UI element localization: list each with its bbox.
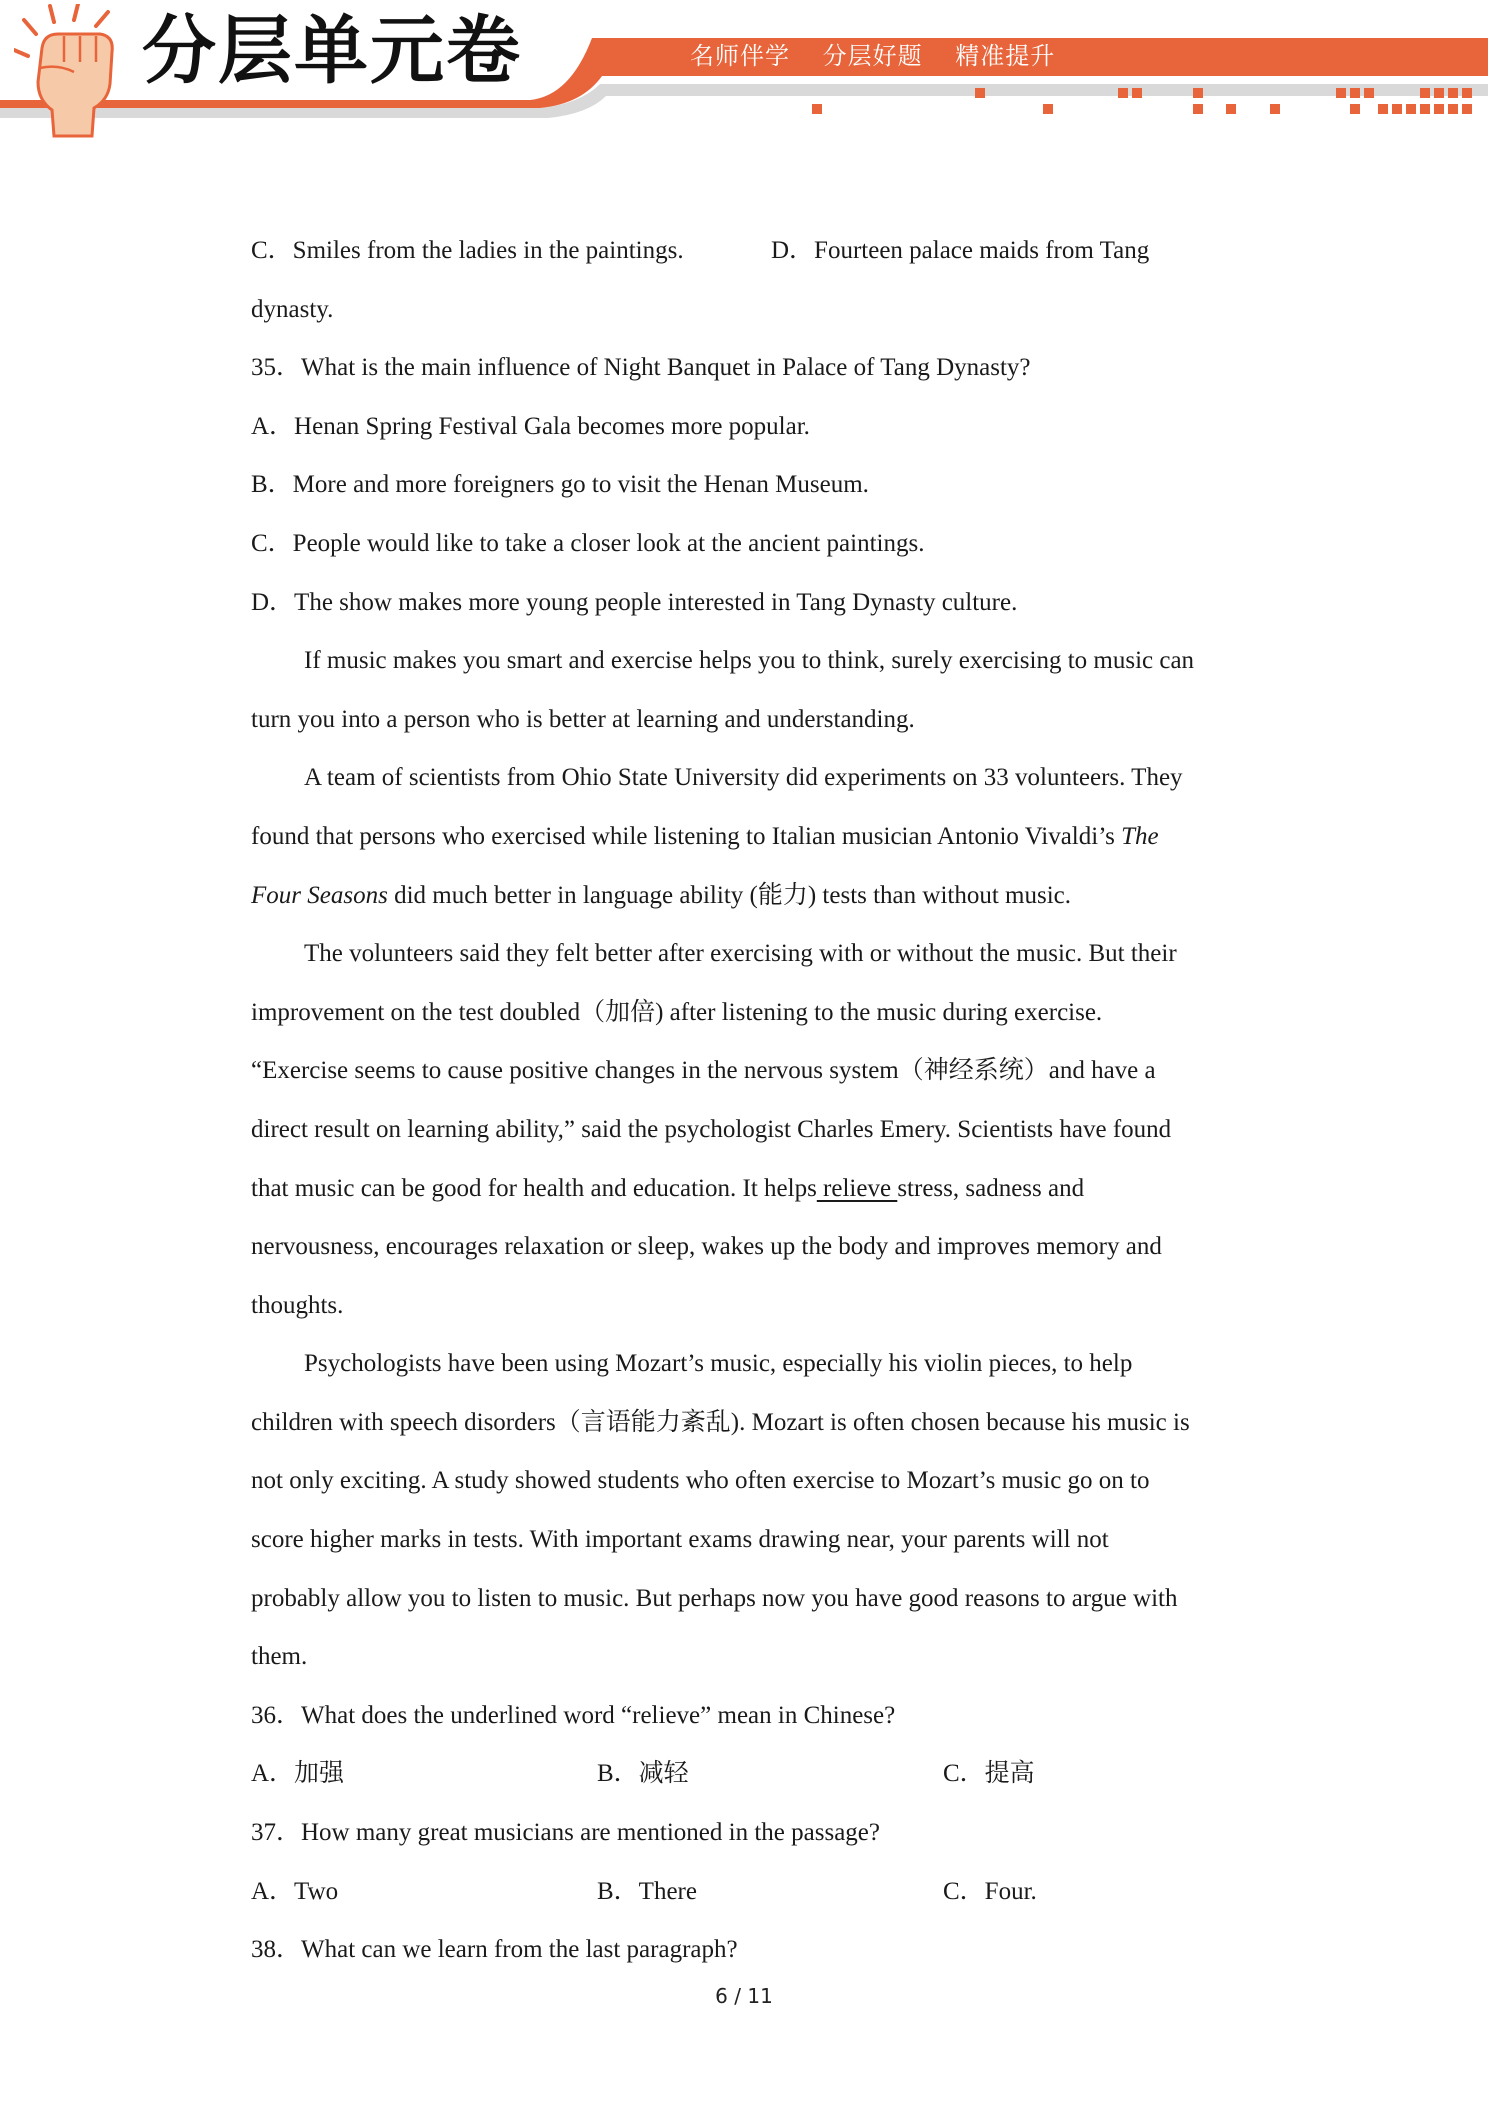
option-b: B．减轻 — [597, 1760, 689, 1788]
option-c: C．Four. — [943, 1877, 1037, 1905]
paragraph-1: turn you into a person who is better at learning and understanding. — [251, 705, 915, 733]
italic-title: Four Seasons — [251, 881, 388, 909]
option-d: D．The show makes more young people interested in Tang Dynasty culture. — [251, 588, 1018, 616]
paragraph-3: improvement on the test doubled（加倍) after listening to the music during exercise. — [251, 998, 1103, 1026]
paragraph-4: score higher marks in tests. With important exams drawing near, your parents will not — [251, 1526, 1109, 1554]
option-a: A．Henan Spring Festival Gala becomes more popular. — [251, 412, 810, 440]
header-banner — [0, 0, 1488, 140]
document-body — [251, 222, 1251, 1980]
text-span: that music can be good for health and education. It helps — [251, 1174, 817, 1202]
paragraph-3: thoughts. — [251, 1291, 344, 1319]
question-35: 35．What is the main influence of Night Banquet in Palace of Tang Dynasty? — [251, 354, 1031, 382]
option-b: B．More and more foreigners go to visit the Henan Museum. — [251, 471, 869, 499]
option-c: C．Smiles from the ladies in the paintings. — [251, 237, 684, 264]
page-number: 6 / 11 — [715, 1984, 773, 2008]
option-a: A．加强 — [251, 1760, 345, 1788]
paragraph-2 — [251, 808, 1251, 867]
paragraph-3: direct result on learning ability,” said the psychologist Charles Emery. Scientists have found — [251, 1115, 1172, 1143]
q34-options-cd — [251, 222, 1251, 281]
brand-title: 分层单元卷 — [142, 8, 522, 94]
paragraph-3: “Exercise seems to cause positive changes in the nervous system（神经系统）and have a — [251, 1057, 1156, 1085]
paragraph-1: If music makes you smart and exercise helps you to think, surely exercising to music can — [304, 647, 1195, 675]
paragraph-4: probably allow you to listen to music. But perhaps now you have good reasons to argue with — [251, 1584, 1178, 1612]
slogan-item: 名师伴学 — [690, 42, 790, 70]
paragraph-4: not only exciting. A study showed students who often exercise to Mozart’s music go on to — [251, 1467, 1150, 1495]
question-37: 37．How many great musicians are mentioned in the passage? — [251, 1819, 880, 1847]
option-c: C．People would like to take a closer look at the ancient paintings. — [251, 529, 925, 557]
text-span: found that persons who exercised while listening to Italian musician Antonio Vivaldi’s — [251, 822, 1122, 850]
italic-title: The — [1121, 822, 1159, 850]
option-b: B．There — [597, 1877, 697, 1905]
option-d: D．Fourteen palace maids from Tang — [771, 237, 1150, 264]
paragraph-3: The volunteers said they felt better after exercising with or without the music. But their — [304, 940, 1177, 968]
slogan-item: 分层好题 — [822, 42, 923, 70]
option-a: A．Two — [251, 1877, 339, 1905]
paragraph-4: them. — [251, 1643, 308, 1671]
paragraph-4: Psychologists have been using Mozart’s music, especially his violin pieces, to help — [304, 1350, 1133, 1378]
q36-options — [251, 1745, 1251, 1804]
header-slogan — [690, 36, 1079, 71]
paragraph-2 — [251, 867, 1251, 926]
question-36: 36．What does the underlined word “relieve” mean in Chinese? — [251, 1701, 896, 1729]
paragraph-2: A team of scientists from Ohio State University did experiments on 33 volunteers. They — [304, 764, 1183, 792]
q37-options — [251, 1863, 1251, 1922]
slogan-item: 精准提升 — [955, 42, 1056, 70]
paragraph-4: children with speech disorders（言语能力紊乱). Mozart is often chosen because his music is — [251, 1408, 1190, 1436]
paragraph-3: nervousness, encourages relaxation or sleep, wakes up the body and improves memory and — [251, 1233, 1162, 1261]
text-span: did much better in language ability (能力) tests than without music. — [387, 881, 1072, 909]
question-38: 38．What can we learn from the last paragraph? — [251, 1936, 738, 1964]
paragraph-3 — [251, 1160, 1251, 1219]
text-span: stress, sadness and — [897, 1174, 1085, 1202]
option-c: C．提高 — [943, 1760, 1035, 1788]
raised-fist-icon — [14, 4, 134, 140]
underlined-word: relieve — [816, 1174, 898, 1202]
text-line: dynasty. — [251, 295, 334, 323]
